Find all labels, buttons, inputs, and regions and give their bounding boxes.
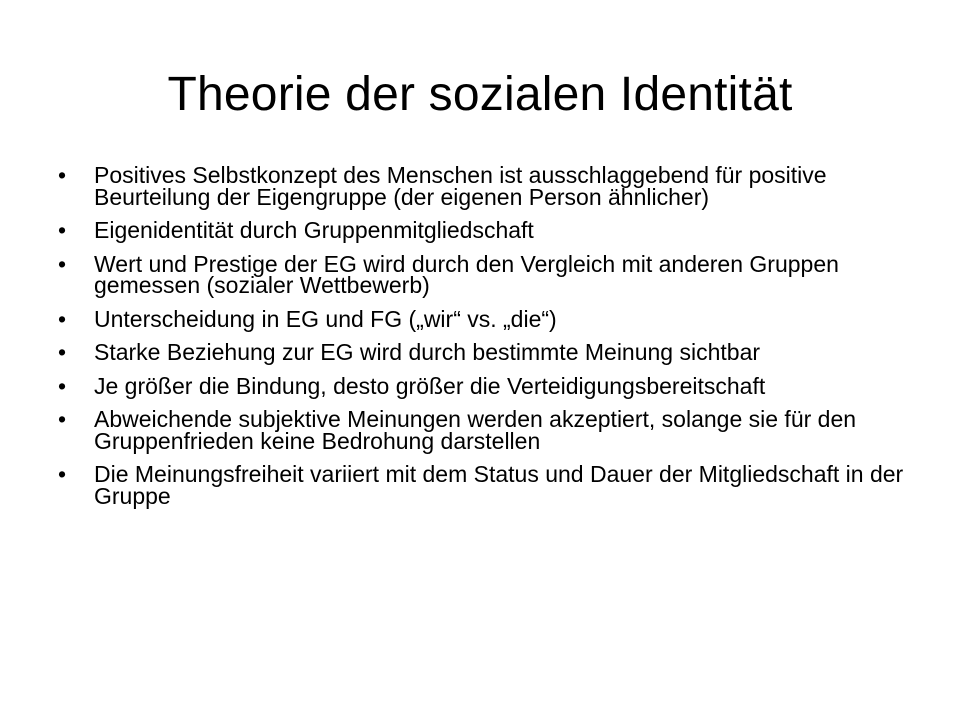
bullet-marker: • bbox=[58, 250, 67, 277]
bullet-text: Starke Beziehung zur EG wird durch bestimmte Meinung sichtbar bbox=[94, 339, 761, 365]
bullet-text: Je größer die Bindung, desto größer die Verteidigungsbereitschaft bbox=[94, 372, 766, 399]
bullet-item bbox=[58, 406, 908, 454]
bullet-item bbox=[58, 217, 908, 243]
bullet-text: Wert und Prestige der EG wird durch den Vergleich mit anderen Gruppen gemessen (sozialer Wettbewerb) bbox=[94, 250, 839, 298]
bullet-marker: • bbox=[58, 305, 67, 332]
bullet-item bbox=[58, 162, 908, 210]
bullet-marker: • bbox=[58, 461, 67, 487]
bullet-marker: • bbox=[58, 162, 67, 188]
slide-title: Theorie der sozialen Identität bbox=[167, 68, 793, 121]
bullet-item bbox=[58, 250, 908, 298]
bullet-text: Abweichende subjektive Meinungen werden akzeptiert, solange sie für den Gruppenfrieden keine Bedrohung darstellen bbox=[94, 406, 857, 454]
bullet-list bbox=[58, 162, 908, 519]
bullet-text: Die Meinungsfreiheit variiert mit dem Status und Dauer der Mitgliedschaft in der Gruppe bbox=[94, 461, 904, 509]
bullet-marker: • bbox=[58, 339, 67, 365]
bullet-marker: • bbox=[58, 372, 67, 399]
bullet-item bbox=[58, 372, 908, 399]
bullet-marker: • bbox=[58, 217, 67, 243]
bullet-item bbox=[58, 339, 908, 365]
bullet-text: Positives Selbstkonzept des Menschen ist ausschlaggebend für positive Beurteilung der Eigengruppe (der eigenen Person ähnlicher) bbox=[94, 162, 827, 210]
bullet-marker: • bbox=[58, 406, 67, 432]
bullet-text: Unterscheidung in EG und FG („wir“ vs. „die“) bbox=[94, 305, 557, 332]
bullet-item bbox=[58, 305, 908, 332]
bullet-item bbox=[58, 461, 908, 509]
bullet-text: Eigenidentität durch Gruppenmitgliedschaft bbox=[94, 217, 534, 243]
